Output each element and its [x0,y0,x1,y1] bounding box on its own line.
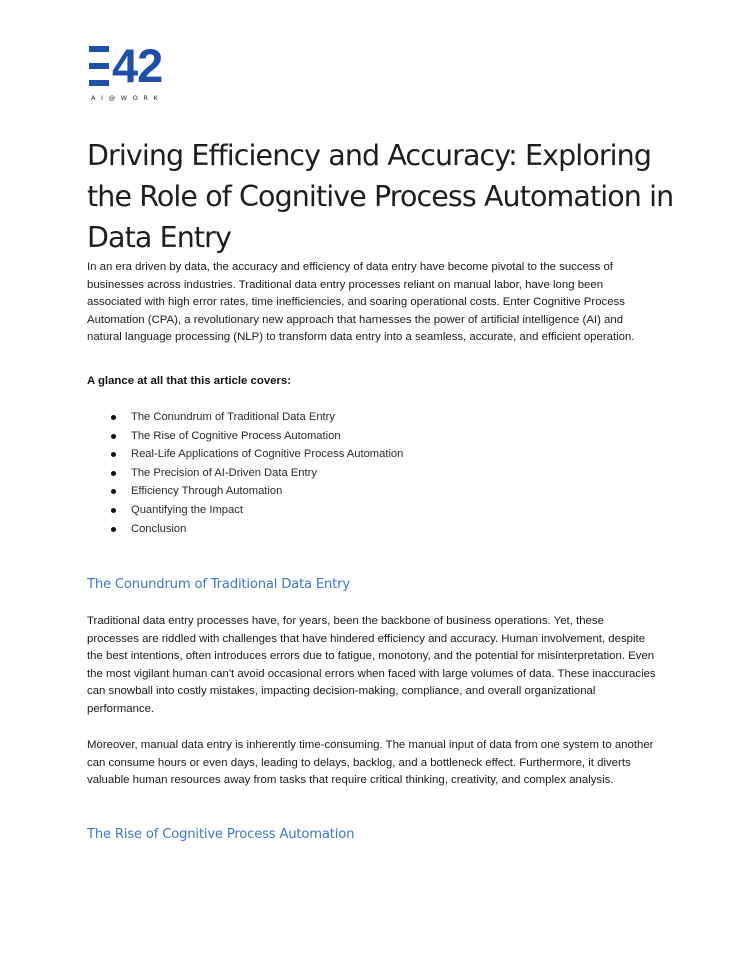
toc-item-label: Quantifying the Impact [131,503,243,516]
logo-mark [89,39,189,92]
table-of-contents [108,408,403,538]
glance-heading: A glance at all that this article covers: [87,375,292,387]
toc-item [108,501,403,520]
bullet-icon [111,527,116,532]
toc-item-label: Real-Life Applications of Cognitive Process Automation [131,448,404,461]
bullet-icon [111,471,116,476]
toc-item [108,408,403,427]
e42-logo [89,39,189,104]
section-heading-conundrum: The Conundrum of Traditional Data Entry [87,577,350,592]
toc-item [108,445,403,464]
article-title: Driving Efficiency and Accuracy: Exploring the Role of Cognitive Process Automation in Data Entry [87,139,674,254]
bullet-icon [111,415,116,420]
toc-item [108,520,403,539]
toc-item-label: The Precision of AI-Driven Data Entry [131,466,317,479]
bullet-icon [111,434,116,439]
logo-e-bars-icon [89,46,109,86]
section-heading-rise: The Rise of Cognitive Process Automation [87,827,355,842]
conundrum-paragraph-1: Traditional data entry processes have, for years, been the backbone of business operations. Yet, these processes are riddled with challenges that have hindered efficiency and accuracy. Human involvement, despite the best intentions, often introduces errors due to fatigue, monotony, and the potential for misinterpretation. Even the most vigilant human can't avoid occasional errors when faced with large volumes of data. These inaccuracies can snowball into costly mistakes, impacting decision-making, compliance, and overall organizational performance. [87,615,656,715]
toc-item [108,482,403,501]
toc-item-label: Conclusion [131,522,187,535]
bullet-icon [111,508,116,513]
toc-item-label: Efficiency Through Automation [131,485,283,498]
toc-item [108,464,403,483]
bullet-icon [111,452,116,457]
logo-digits: 42 [112,39,163,92]
bullet-icon [111,489,116,494]
toc-item-label: The Conundrum of Traditional Data Entry [131,411,335,423]
toc-item [108,427,403,446]
intro-paragraph: In an era driven by data, the accuracy and efficiency of data entry have become pivotal to the success of businesses across industries. Traditional data entry processes reliant on manual labor, have long been associated with high error rates, time inefficiencies, and soaring operational costs. Enter Cognitive Process Automation (CPA), a revolutionary new approach that harnesses the power of artificial intelligence (AI) and natural language processing (NLP) to transform data entry into a seamless, accurate, and efficient operation. [87,261,635,344]
logo-tagline: AI@WORK [91,94,164,102]
toc-item-label: The Rise of Cognitive Process Automation [131,429,341,442]
conundrum-paragraph-2: Moreover, manual data entry is inherently time-consuming. The manual input of data from one system to another can consume hours or even days, leading to delays, backlog, and a bottleneck effect. Furthermore, it diverts valuable human resources away from tasks that require critical thinking, creativity, and complex analysis. [87,739,654,787]
